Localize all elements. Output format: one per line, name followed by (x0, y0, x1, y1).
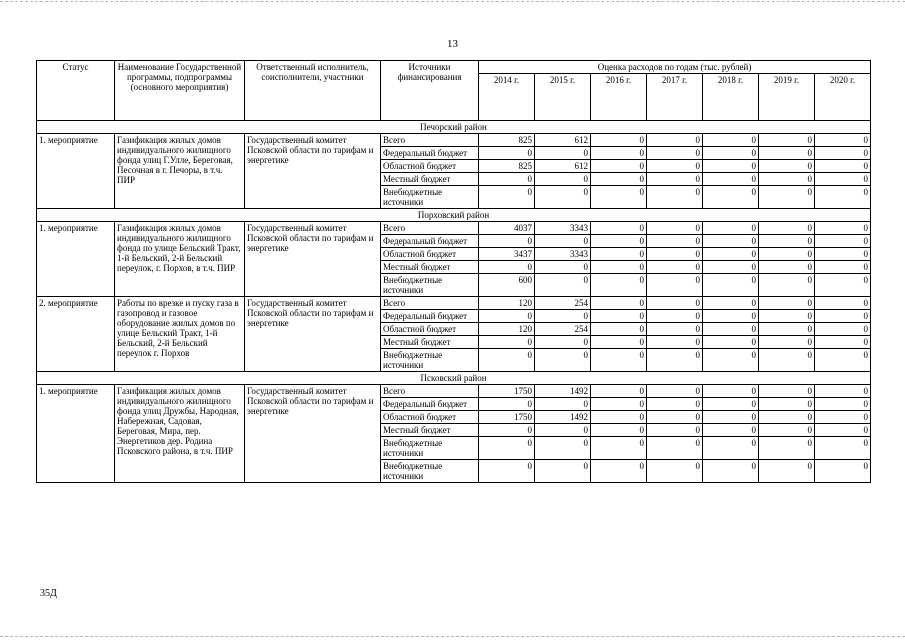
funding-source: Местный бюджет (381, 336, 479, 349)
header-year: 2016 г. (591, 74, 647, 121)
cost-value: 0 (535, 186, 591, 209)
cost-value: 0 (815, 398, 871, 411)
cost-value: 0 (591, 460, 647, 483)
cost-value: 0 (759, 160, 815, 173)
funding-source: Федеральный бюджет (381, 310, 479, 323)
funding-source: Всего (381, 222, 479, 235)
cost-value: 0 (647, 147, 703, 160)
funding-source: Федеральный бюджет (381, 398, 479, 411)
district-title: Порховский район (37, 209, 871, 222)
cost-value: 0 (703, 297, 759, 310)
cost-value: 0 (647, 160, 703, 173)
cost-value: 0 (479, 147, 535, 160)
cost-value: 0 (647, 460, 703, 483)
cost-value: 0 (479, 310, 535, 323)
cost-value: 0 (759, 385, 815, 398)
table-header (37, 61, 871, 121)
measure-executor: Государственный комитет Псковской области по тарифам и энергетике (245, 134, 381, 209)
header-year: 2020 г. (815, 74, 871, 121)
cost-value: 0 (703, 411, 759, 424)
cost-value: 0 (815, 437, 871, 460)
cost-value: 0 (591, 297, 647, 310)
header-estimate: Оценка расходов по годам (тыс. рублей) (479, 61, 871, 74)
cost-value: 0 (647, 274, 703, 297)
budget-table (36, 60, 871, 483)
measure-name: Газификация жилых домов индивидуального жилищного фонда улиц Дружбы, Народная, Набережная, Садовая, Береговая, Мира, пер. Энергетиков дер. Родина Псковского района, в т.ч. ПИР (115, 385, 245, 483)
cost-value: 3437 (479, 248, 535, 261)
header-year: 2017 г. (647, 74, 703, 121)
measure-status: 2. мероприятие (37, 297, 115, 372)
district-row (37, 121, 871, 134)
funding-source: Внебюджетные источники (381, 460, 479, 483)
cost-value: 254 (535, 323, 591, 336)
district-title: Печорский район (37, 121, 871, 134)
cost-value: 0 (815, 235, 871, 248)
cost-value: 0 (479, 424, 535, 437)
cost-value: 0 (591, 385, 647, 398)
cost-value: 0 (703, 274, 759, 297)
funding-source: Областной бюджет (381, 411, 479, 424)
cost-value: 825 (479, 160, 535, 173)
cost-value: 120 (479, 323, 535, 336)
header-executor: Ответственный исполнитель, соисполнители, участники (245, 61, 381, 121)
cost-value: 0 (479, 173, 535, 186)
cost-value: 0 (815, 310, 871, 323)
cost-value: 0 (591, 336, 647, 349)
funding-source: Федеральный бюджет (381, 147, 479, 160)
funding-source: Внебюджетные источники (381, 186, 479, 209)
table-row (37, 222, 871, 235)
cost-value: 0 (647, 349, 703, 372)
table-row (37, 134, 871, 147)
cost-value: 0 (703, 323, 759, 336)
cost-value: 0 (703, 248, 759, 261)
cost-value: 0 (479, 437, 535, 460)
cost-value: 0 (591, 261, 647, 274)
cost-value: 612 (535, 134, 591, 147)
cost-value: 0 (647, 186, 703, 209)
cost-value: 0 (535, 424, 591, 437)
cost-value: 0 (479, 186, 535, 209)
cost-value: 0 (815, 323, 871, 336)
funding-source: Внебюджетные источники (381, 437, 479, 460)
scan-edge-bottom (0, 636, 905, 637)
cost-value: 1750 (479, 385, 535, 398)
cost-value: 0 (759, 460, 815, 483)
cost-value: 0 (591, 160, 647, 173)
cost-value: 0 (759, 235, 815, 248)
funding-source: Областной бюджет (381, 160, 479, 173)
cost-value: 0 (759, 336, 815, 349)
cost-value: 0 (703, 398, 759, 411)
cost-value: 0 (759, 323, 815, 336)
cost-value: 0 (815, 147, 871, 160)
cost-value: 0 (591, 274, 647, 297)
table-body (37, 121, 871, 483)
funding-source: Всего (381, 134, 479, 147)
funding-source: Внебюджетные источники (381, 349, 479, 372)
cost-value: 0 (647, 411, 703, 424)
cost-value: 0 (535, 261, 591, 274)
cost-value: 0 (591, 323, 647, 336)
cost-value: 0 (703, 147, 759, 160)
cost-value: 0 (647, 261, 703, 274)
header-sources: Источники финансирования (381, 61, 479, 121)
cost-value: 0 (479, 235, 535, 248)
district-title: Псковский район (37, 372, 871, 385)
cost-value: 0 (759, 274, 815, 297)
cost-value: 0 (535, 274, 591, 297)
measure-executor: Государственный комитет Псковской области по тарифам и энергетике (245, 385, 381, 483)
cost-value: 0 (591, 186, 647, 209)
funding-source: Внебюджетные источники (381, 274, 479, 297)
cost-value: 0 (703, 349, 759, 372)
cost-value: 0 (479, 460, 535, 483)
cost-value: 0 (647, 134, 703, 147)
funding-source: Областной бюджет (381, 248, 479, 261)
cost-value: 0 (815, 336, 871, 349)
header-year: 2014 г. (479, 74, 535, 121)
cost-value: 0 (591, 437, 647, 460)
cost-value: 0 (815, 186, 871, 209)
cost-value: 0 (647, 424, 703, 437)
cost-value: 0 (815, 349, 871, 372)
cost-value: 0 (759, 411, 815, 424)
cost-value: 0 (815, 261, 871, 274)
cost-value: 0 (535, 336, 591, 349)
cost-value: 0 (759, 398, 815, 411)
cost-value: 0 (703, 460, 759, 483)
funding-source: Местный бюджет (381, 261, 479, 274)
cost-value: 612 (535, 160, 591, 173)
cost-value: 0 (647, 336, 703, 349)
cost-value: 1492 (535, 411, 591, 424)
table-row (37, 385, 871, 398)
cost-value: 0 (703, 235, 759, 248)
cost-value: 0 (759, 424, 815, 437)
funding-source: Федеральный бюджет (381, 235, 479, 248)
cost-value: 3343 (535, 222, 591, 235)
cost-value: 0 (815, 134, 871, 147)
cost-value: 0 (535, 310, 591, 323)
cost-value: 0 (759, 261, 815, 274)
cost-value: 0 (815, 424, 871, 437)
header-year: 2018 г. (703, 74, 759, 121)
funding-source: Областной бюджет (381, 323, 479, 336)
header-name: Наименование Государственной программы, подпрограммы (основного мероприятия) (115, 61, 245, 121)
cost-value: 0 (647, 385, 703, 398)
cost-value: 0 (703, 173, 759, 186)
scan-edge-top (0, 1, 905, 2)
cost-value: 0 (759, 349, 815, 372)
cost-value: 0 (591, 424, 647, 437)
cost-value: 600 (479, 274, 535, 297)
cost-value: 0 (703, 310, 759, 323)
measure-status: 1. мероприятие (37, 222, 115, 297)
cost-value: 1492 (535, 385, 591, 398)
cost-value: 0 (759, 134, 815, 147)
cost-value: 0 (479, 349, 535, 372)
cost-value: 0 (647, 297, 703, 310)
cost-value: 0 (815, 222, 871, 235)
cost-value: 0 (591, 222, 647, 235)
header-status: Статус (37, 61, 115, 121)
district-row (37, 372, 871, 385)
measure-executor: Государственный комитет Псковской области по тарифам и энергетике (245, 297, 381, 372)
cost-value: 0 (815, 460, 871, 483)
cost-value: 0 (703, 160, 759, 173)
funding-source: Местный бюджет (381, 173, 479, 186)
measure-status: 1. мероприятие (37, 134, 115, 209)
table-row (37, 297, 871, 310)
footer-code: 35Д (40, 588, 57, 599)
cost-value: 0 (647, 173, 703, 186)
cost-value: 0 (759, 310, 815, 323)
cost-value: 0 (759, 186, 815, 209)
cost-value: 3343 (535, 248, 591, 261)
cost-value: 0 (591, 310, 647, 323)
cost-value: 1750 (479, 411, 535, 424)
cost-value: 0 (703, 437, 759, 460)
cost-value: 0 (535, 460, 591, 483)
cost-value: 0 (703, 385, 759, 398)
cost-value: 0 (815, 173, 871, 186)
cost-value: 0 (535, 235, 591, 248)
cost-value: 0 (703, 222, 759, 235)
cost-value: 0 (759, 173, 815, 186)
measure-name: Газификация жилых домов индивидуального жилищного фонда улиц Г.Улле, Береговая, Песочная в г. Печоры, в т.ч. ПИР (115, 134, 245, 209)
cost-value: 0 (703, 186, 759, 209)
cost-value: 0 (759, 248, 815, 261)
cost-value: 0 (815, 411, 871, 424)
cost-value: 0 (703, 424, 759, 437)
cost-value: 0 (535, 147, 591, 160)
measure-name: Газификация жилых домов индивидуального жилищного фонда по улице Бельский Тракт, 1-й Бельский, 2-й Бельский переулок, г. Порхов, в т.ч. ПИР (115, 222, 245, 297)
cost-value: 0 (591, 147, 647, 160)
cost-value: 0 (647, 437, 703, 460)
cost-value: 0 (535, 398, 591, 411)
cost-value: 0 (703, 261, 759, 274)
cost-value: 0 (759, 222, 815, 235)
cost-value: 0 (815, 297, 871, 310)
cost-value: 254 (535, 297, 591, 310)
cost-value: 0 (759, 437, 815, 460)
cost-value: 0 (815, 248, 871, 261)
cost-value: 0 (535, 173, 591, 186)
page-number: 13 (447, 38, 458, 50)
header-year: 2019 г. (759, 74, 815, 121)
cost-value: 825 (479, 134, 535, 147)
funding-source: Всего (381, 297, 479, 310)
cost-value: 0 (815, 274, 871, 297)
cost-value: 0 (591, 134, 647, 147)
cost-value: 0 (535, 349, 591, 372)
district-row (37, 209, 871, 222)
cost-value: 0 (647, 323, 703, 336)
cost-value: 4037 (479, 222, 535, 235)
cost-value: 0 (535, 437, 591, 460)
cost-value: 0 (591, 173, 647, 186)
cost-value: 120 (479, 297, 535, 310)
cost-value: 0 (647, 398, 703, 411)
cost-value: 0 (815, 385, 871, 398)
cost-value: 0 (647, 310, 703, 323)
cost-value: 0 (647, 248, 703, 261)
measure-status: 1. мероприятие (37, 385, 115, 483)
cost-value: 0 (591, 411, 647, 424)
measure-name: Работы по врезке и пуску газа в газопровод и газовое оборудование жилых домов по улице Бельский Тракт, 1-й Бельский, 2-й Бельский переулок г. Порхов (115, 297, 245, 372)
cost-value: 0 (647, 222, 703, 235)
cost-value: 0 (815, 160, 871, 173)
cost-value: 0 (703, 336, 759, 349)
cost-value: 0 (591, 248, 647, 261)
funding-source: Всего (381, 385, 479, 398)
cost-value: 0 (479, 336, 535, 349)
measure-executor: Государственный комитет Псковской области по тарифам и энергетике (245, 222, 381, 297)
header-year: 2015 г. (535, 74, 591, 121)
funding-source: Местный бюджет (381, 424, 479, 437)
cost-value: 0 (703, 134, 759, 147)
cost-value: 0 (591, 398, 647, 411)
cost-value: 0 (591, 349, 647, 372)
cost-value: 0 (591, 235, 647, 248)
cost-value: 0 (759, 147, 815, 160)
cost-value: 0 (647, 235, 703, 248)
cost-value: 0 (759, 297, 815, 310)
cost-value: 0 (479, 398, 535, 411)
cost-value: 0 (479, 261, 535, 274)
